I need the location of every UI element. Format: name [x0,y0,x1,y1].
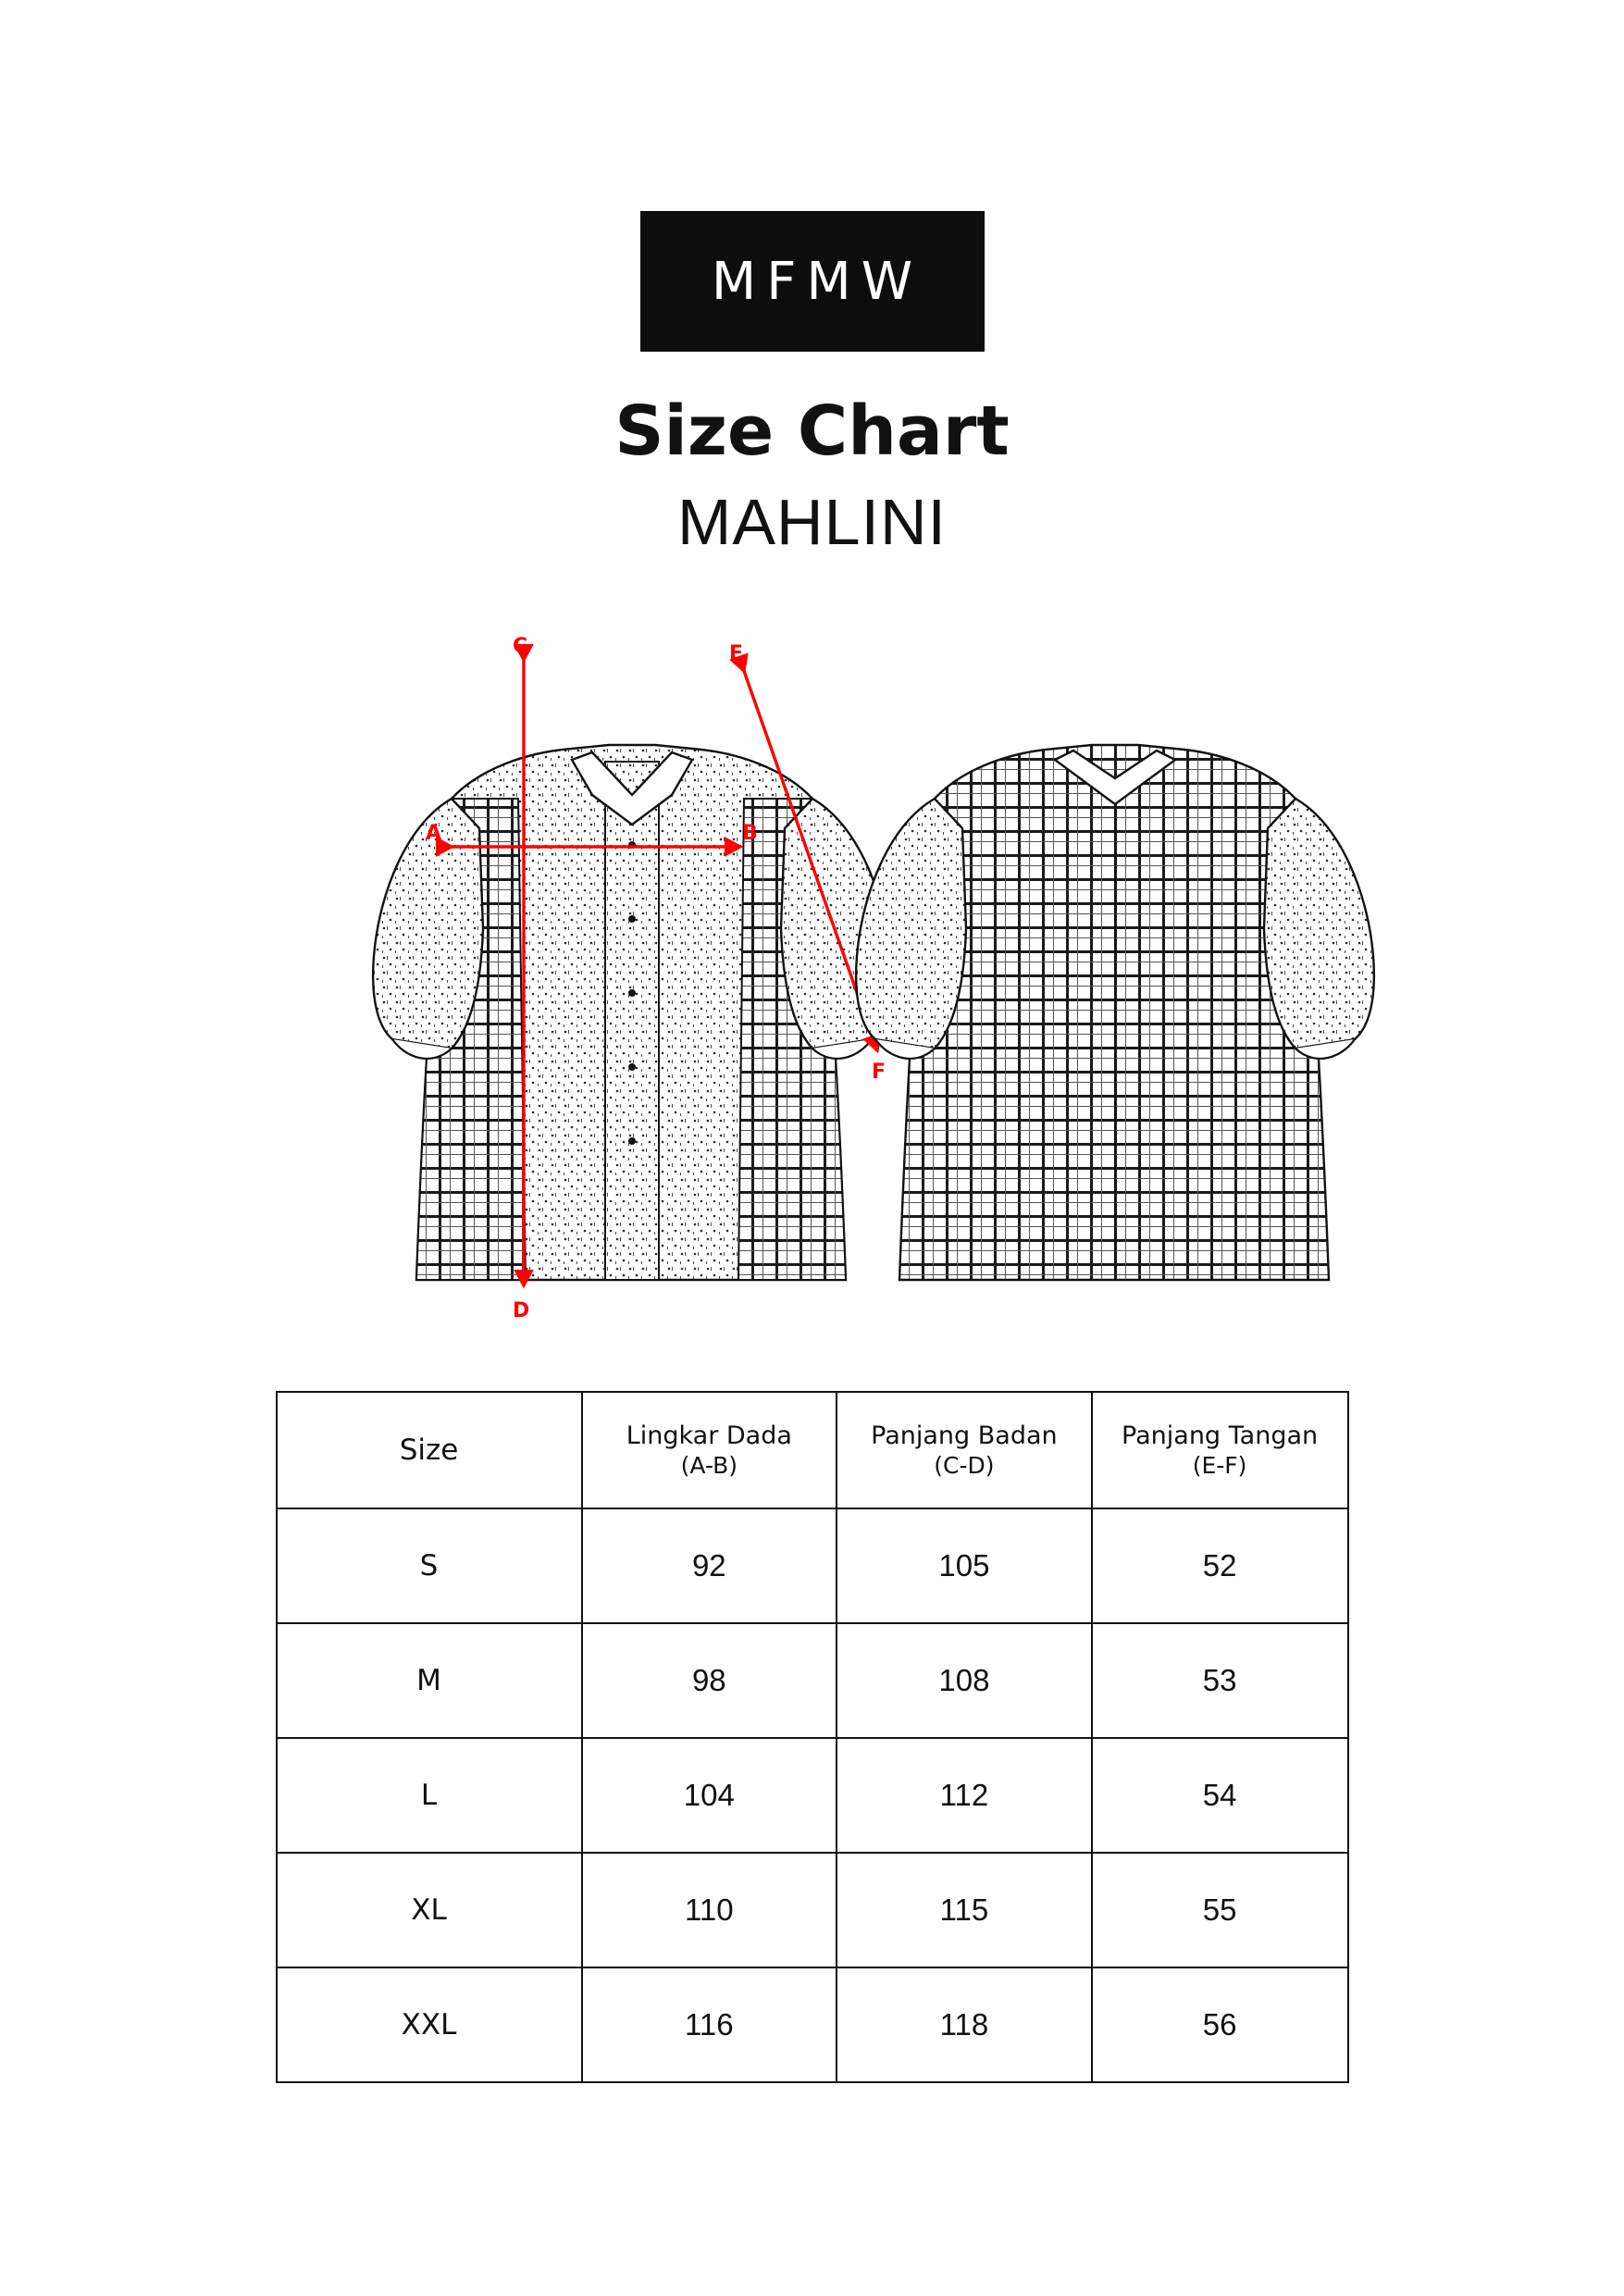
column-header-size [277,1392,582,1508]
marker-b: B [741,822,758,846]
cell-sleeve: 54 [1092,1738,1348,1853]
column-header-chest-sub: (A-B) [680,1452,738,1480]
cell-sleeve: 52 [1092,1508,1348,1623]
cell-chest: 116 [582,1967,837,2082]
marker-e: E [728,642,743,666]
cell-chest: 110 [582,1853,837,1967]
size-table-wrap [276,1391,1349,2083]
table-row [277,1508,1348,1623]
column-header-size-label: Size [399,1433,459,1467]
column-header-chest [582,1392,837,1508]
cell-sleeve: 56 [1092,1967,1348,2082]
column-header-length-sub: (C-D) [934,1452,995,1480]
column-header-sleeve-label: Panjang Tangan [1122,1421,1319,1450]
cell-chest: 98 [582,1623,837,1738]
table-row [277,1738,1348,1853]
table-row [277,1623,1348,1738]
marker-a: A [425,822,441,846]
cell-size: L [277,1738,582,1853]
dress-back-view [856,745,1374,1280]
table-header-row [277,1392,1348,1508]
dress-front-view [373,745,891,1280]
cell-sleeve: 53 [1092,1623,1348,1738]
cell-length: 108 [837,1623,1092,1738]
page-title: Size Chart [614,391,1010,471]
table-row [277,1967,1348,2082]
column-header-sleeve [1092,1392,1348,1508]
column-header-chest-label: Lingkar Dada [626,1421,792,1450]
cell-size: M [277,1623,582,1738]
cell-length: 112 [837,1738,1092,1853]
cell-sleeve: 55 [1092,1853,1348,1967]
brand-logo [640,211,985,352]
column-header-sleeve-sub: (E-F) [1192,1452,1247,1480]
cell-length: 118 [837,1967,1092,2082]
cell-size: XL [277,1853,582,1967]
product-name: MAHLINI [677,485,947,558]
column-header-length [837,1392,1092,1508]
cell-chest: 104 [582,1738,837,1853]
marker-d: D [512,1299,529,1323]
dress-illustration [174,614,1451,1354]
cell-size: XXL [277,1967,582,2082]
marker-c: C [512,635,527,659]
cell-size: S [277,1508,582,1623]
cell-length: 105 [837,1508,1092,1623]
size-table [276,1391,1349,2083]
marker-f: F [871,1061,886,1085]
column-header-length-label: Panjang Badan [871,1421,1058,1450]
brand-logo-text: MFMW [711,251,924,312]
cell-length: 115 [837,1853,1092,1967]
table-row [277,1853,1348,1967]
cell-chest: 92 [582,1508,837,1623]
